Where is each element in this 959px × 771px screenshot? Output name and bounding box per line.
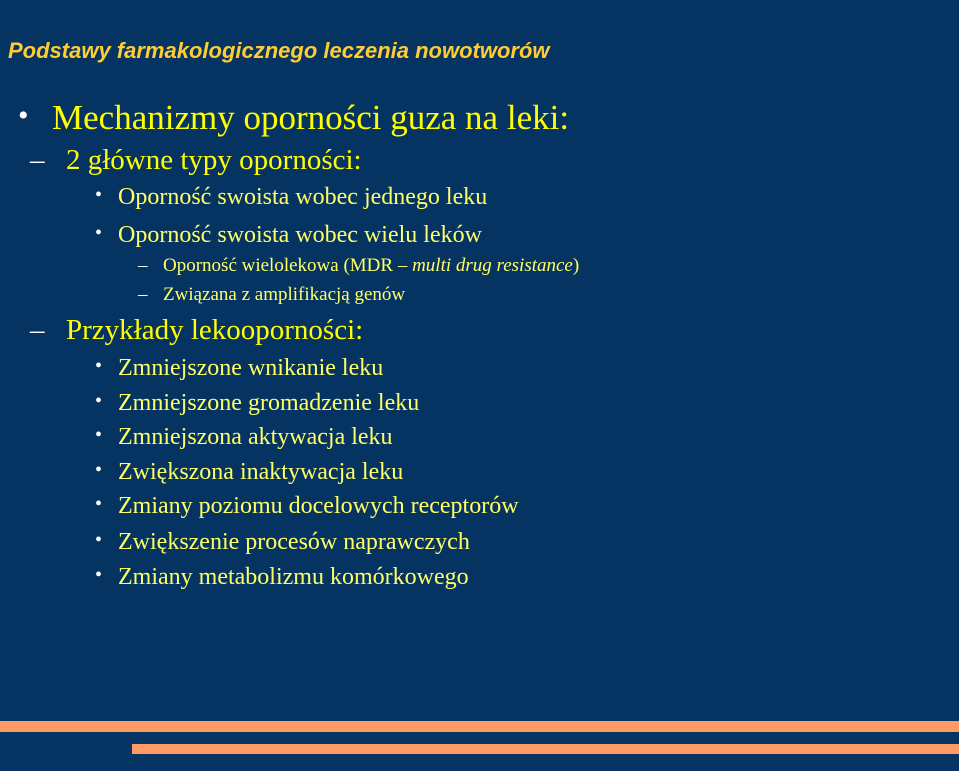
list-item: Zwiększenie procesów naprawczych bbox=[118, 529, 470, 555]
subitem-amplification: Związana z amplifikacją genów bbox=[163, 284, 406, 305]
bullet-icon: • bbox=[95, 355, 103, 377]
bullet-icon: • bbox=[95, 564, 103, 586]
list-item: Oporność swoista wobec wielu leków bbox=[118, 222, 482, 248]
list-item: Zmniejszona aktywacja leku bbox=[118, 424, 393, 450]
dash-icon: – bbox=[30, 314, 45, 346]
list-item: Zwiększona inaktywacja leku bbox=[118, 459, 404, 485]
bullet-icon: • bbox=[95, 222, 103, 244]
subitem-mdr bbox=[163, 256, 579, 275]
section-label-types: 2 główne typy oporności: bbox=[66, 144, 362, 176]
dash-icon: – bbox=[30, 144, 45, 176]
bullet-icon: • bbox=[95, 529, 103, 551]
list-item: Zmiany metabolizmu komórkowego bbox=[118, 564, 469, 590]
decorative-bar-top bbox=[0, 721, 959, 732]
list-item: Zmiany poziomu docelowych receptorów bbox=[118, 493, 519, 519]
dash-icon: – bbox=[138, 255, 148, 276]
list-item: Zmniejszone gromadzenie leku bbox=[118, 390, 420, 416]
bullet-icon: • bbox=[95, 459, 103, 481]
dash-icon: – bbox=[138, 284, 148, 305]
main-heading: Mechanizmy oporności guza na leki: bbox=[52, 98, 570, 137]
slide-title: Podstawy farmakologicznego leczenia nowotworów bbox=[8, 38, 550, 63]
mdr-italic: multi drug resistance bbox=[412, 255, 573, 276]
bullet-icon: • bbox=[95, 493, 103, 515]
bullet-icon: • bbox=[95, 184, 103, 206]
bullet-icon: • bbox=[95, 390, 103, 412]
section-label-examples: Przykłady lekooporności: bbox=[66, 314, 364, 346]
mdr-suffix: ) bbox=[572, 255, 580, 276]
list-item: Zmniejszone wnikanie leku bbox=[118, 355, 384, 381]
bullet-icon: • bbox=[18, 99, 29, 132]
mdr-prefix: Oporność wielolekowa (MDR – bbox=[163, 255, 413, 276]
list-item: Oporność swoista wobec jednego leku bbox=[118, 184, 488, 210]
bullet-icon: • bbox=[95, 424, 103, 446]
decorative-bar-bottom bbox=[132, 744, 959, 754]
